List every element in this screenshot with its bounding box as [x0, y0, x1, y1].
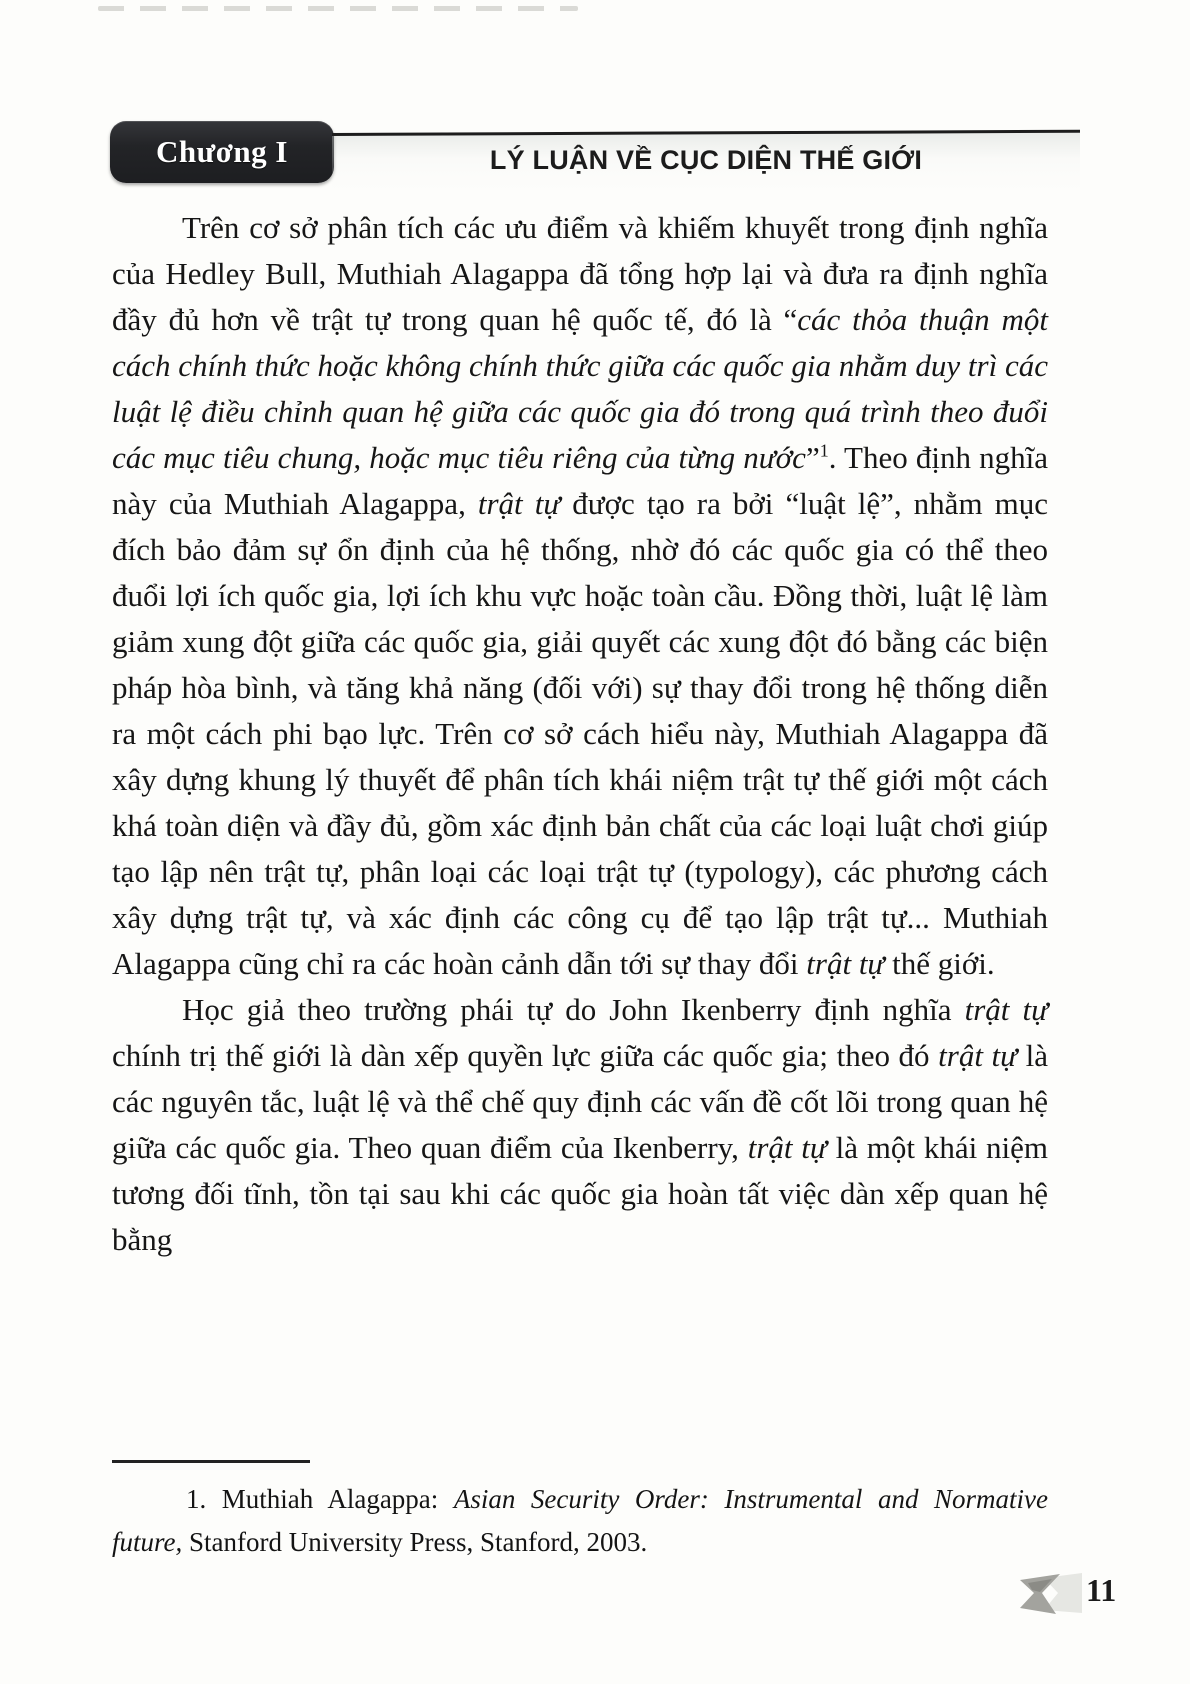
text-segment: . Theo định nghĩa này của Muthiah Alagappa, — [112, 440, 1048, 521]
text-segment: Trên cơ sở phân tích các ưu điểm và khiếm khuyết trong định nghĩa của Hedley Bull, Muthiah Alagappa đã tổng hợp lại và đưa ra định nghĩa đầy đủ hơn về trật tự trong quan hệ quốc tế, đó là “ — [112, 210, 1048, 337]
footnote-citation — [112, 1478, 1048, 1564]
text-segment: trật tự — [747, 1130, 827, 1165]
footnote-separator — [112, 1460, 310, 1463]
page-number-area — [1018, 1568, 1158, 1620]
chapter-badge — [110, 121, 334, 183]
chapter-label: Chương I — [156, 134, 288, 169]
page-body — [112, 205, 1048, 1263]
scan-artifact — [98, 6, 578, 11]
chapter-title: LÝ LUẬN VỀ CỤC DIỆN THẾ GIỚI — [489, 145, 923, 175]
text-segment: ” — [805, 440, 820, 475]
text-segment: là các nguyên tắc, luật lệ và thể chế quy định các vấn đề cốt lõi trong quan hệ giữa các quốc gia. Theo quan điểm của Ikenberry, — [112, 1038, 1049, 1165]
page-number: 11 — [1086, 1572, 1117, 1608]
text-segment: được tạo ra bởi “luật lệ”, nhằm mục đích bảo đảm sự ổn định của hệ thống, nhờ đó các quốc gia có thể theo đuổi lợi ích quốc gia, lợi ích khu vực hoặc toàn cầu. Đồng thời, luật lệ làm giảm xung đột giữa các quốc gia, giải quyết các xung đột đó bằng các biện pháp hòa bình, và tăng khả năng (đối với) sự thay đổi trong hệ thống diễn ra một cách phi bạo lực. Trên cơ sở cách hiểu này, Muthiah Alagappa đã xây dựng khung lý thuyết để phân tích khái niệm trật tự thế giới một cách khá toàn diện và đầy đủ, gồm xác định bản chất của các loại luật chơi giúp tạo lập nên trật tự, phân loại các loại trật tự (typology), các phương cách xây dựng trật tự, và xác định các công cụ để tạo lập trật tự... Muthiah Alagappa cũng chỉ ra các hoàn cảnh dẫn tới sự thay đổi — [112, 486, 1048, 981]
text-segment: Asian Security Order: Instrumental and Normative future, — [112, 1484, 1048, 1557]
text-segment: trật tự — [964, 992, 1048, 1027]
text-segment: là một khái niệm tương đối tĩnh, tồn tại sau khi các quốc gia hoàn tất việc dàn xếp quan hệ bằng — [112, 1130, 1048, 1257]
header-title-strip — [332, 133, 1080, 191]
text-segment: 1. Muthiah Alagappa: — [186, 1484, 454, 1514]
text-segment: các thỏa thuận một cách chính thức hoặc không chính thức giữa các quốc gia nhằm duy trì các luật lệ điều chỉnh quan hệ giữa các quốc gia đó trong quá trình theo đuổi các mục tiêu chung, hoặc mục tiêu riêng của từng nước — [112, 302, 1048, 475]
text-segment: trật tự — [477, 486, 561, 521]
paragraph-definition-alagappa — [112, 205, 1048, 987]
text-segment: thế giới. — [884, 946, 995, 981]
text-segment: Học giả theo trường phái tự do John Ikenberry định nghĩa — [182, 992, 965, 1027]
text-segment: chính trị thế giới là dàn xếp quyền lực giữa các quốc gia; theo đó — [112, 1038, 939, 1073]
paragraph-ikenberry — [112, 987, 1048, 1263]
ribbon-icon — [1018, 1570, 1082, 1618]
text-segment: trật tự — [806, 946, 885, 981]
text-segment: trật tự — [938, 1038, 1018, 1073]
header-rule — [332, 130, 1080, 136]
footnote-reference-mark: 1 — [819, 440, 829, 461]
text-segment: Stanford University Press, Stanford, 2003. — [182, 1527, 648, 1557]
